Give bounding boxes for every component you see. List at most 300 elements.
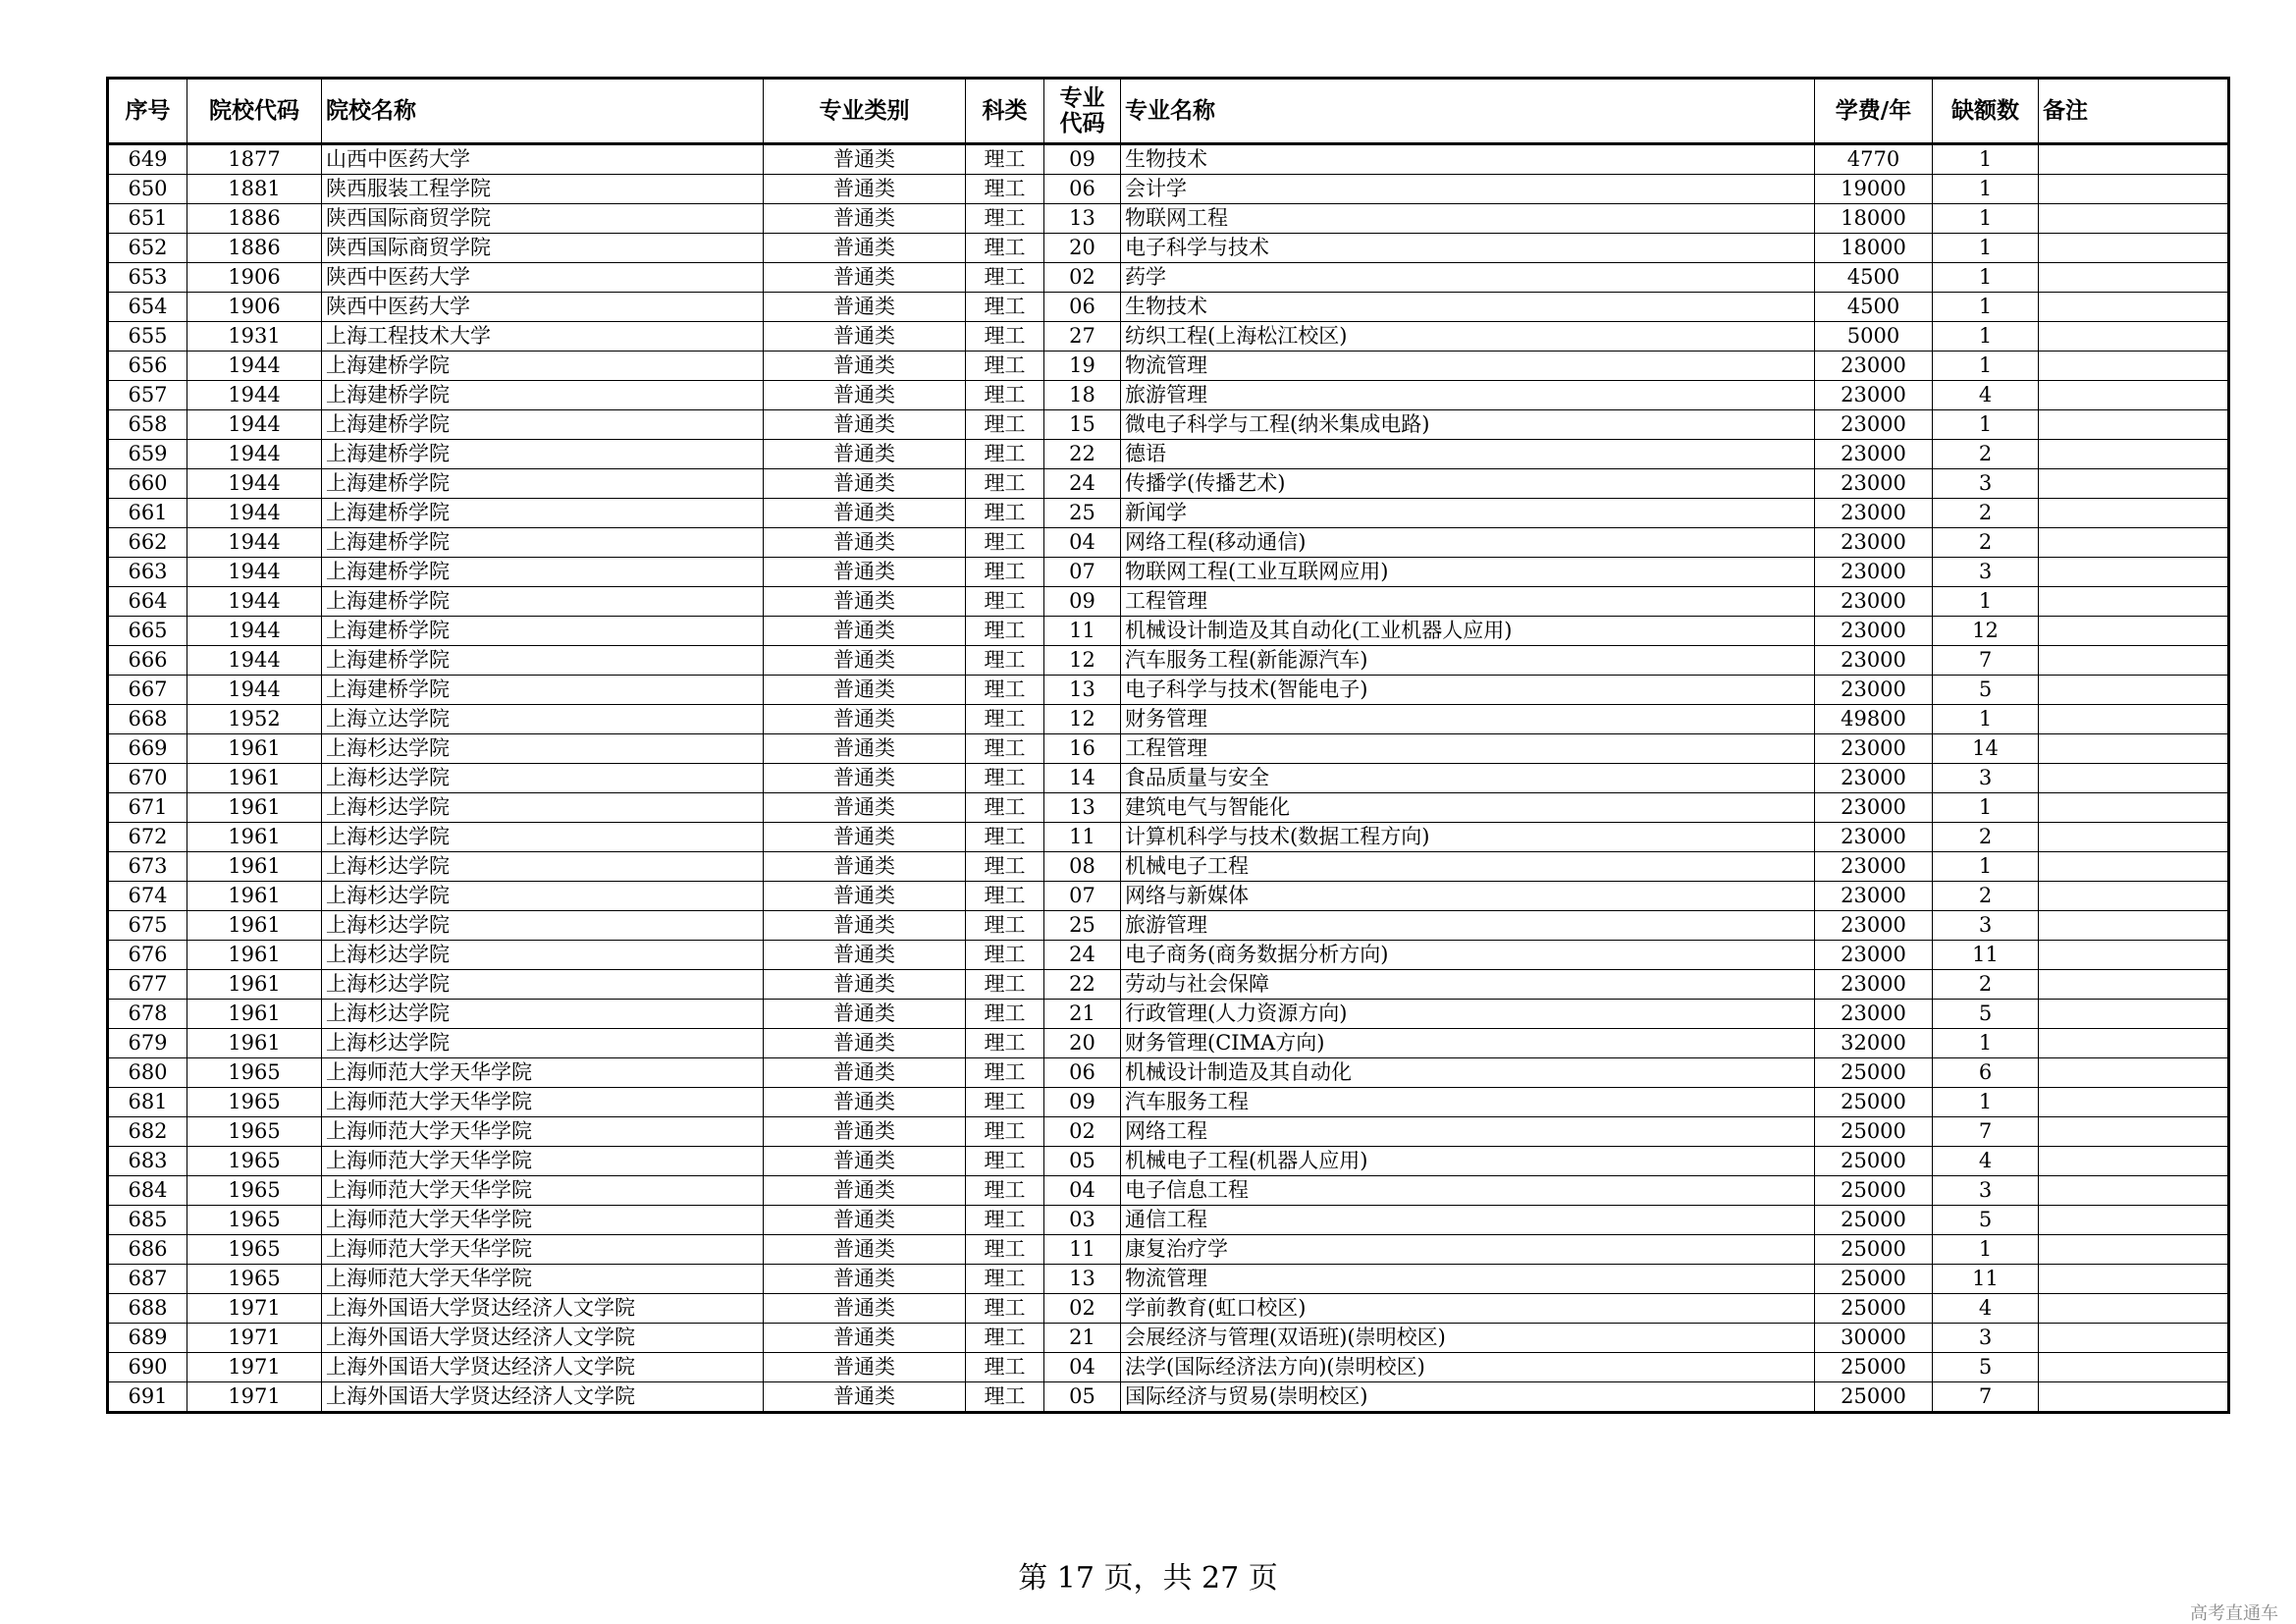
cell-major-type: 普通类 (764, 1029, 966, 1058)
table-row (108, 1265, 2229, 1294)
cell-major-name: 德语 (1121, 440, 1815, 469)
header-vacancies: 缺额数 (1933, 79, 2039, 144)
cell-tuition: 18000 (1815, 234, 1933, 263)
cell-major-type: 普通类 (764, 352, 966, 381)
cell-seq: 682 (108, 1117, 187, 1147)
table-row (108, 499, 2229, 528)
cell-tuition: 25000 (1815, 1353, 1933, 1382)
cell-tuition: 23000 (1815, 410, 1933, 440)
table-row (108, 144, 2229, 175)
cell-school-name: 上海师范大学天华学院 (322, 1235, 764, 1265)
cell-major-code: 25 (1044, 911, 1121, 941)
page-footer: 第 17 页，共 27 页 (1018, 1561, 1278, 1596)
cell-subject: 理工 (966, 646, 1044, 676)
header-row (108, 79, 2229, 144)
cell-subject: 理工 (966, 204, 1044, 234)
cell-subject: 理工 (966, 882, 1044, 911)
cell-seq: 684 (108, 1176, 187, 1206)
table-row (108, 234, 2229, 263)
cell-vacancies: 3 (1933, 558, 2039, 587)
cell-remarks (2039, 617, 2229, 646)
cell-vacancies: 12 (1933, 617, 2039, 646)
cell-school-code: 1906 (187, 293, 322, 322)
cell-vacancies: 3 (1933, 1324, 2039, 1353)
cell-tuition: 23000 (1815, 734, 1933, 764)
cell-subject: 理工 (966, 734, 1044, 764)
cell-major-type: 普通类 (764, 970, 966, 1000)
cell-major-code: 25 (1044, 499, 1121, 528)
cell-school-code: 1944 (187, 499, 322, 528)
cell-major-name: 汽车服务工程(新能源汽车) (1121, 646, 1815, 676)
cell-tuition: 4500 (1815, 293, 1933, 322)
cell-remarks (2039, 882, 2229, 911)
header-seq: 序号 (108, 79, 187, 144)
cell-major-type: 普通类 (764, 941, 966, 970)
cell-school-code: 1961 (187, 911, 322, 941)
cell-tuition: 18000 (1815, 204, 1933, 234)
cell-major-type: 普通类 (764, 144, 966, 175)
cell-school-name: 上海杉达学院 (322, 1000, 764, 1029)
cell-seq: 686 (108, 1235, 187, 1265)
cell-major-type: 普通类 (764, 528, 966, 558)
cell-school-name: 陕西中医药大学 (322, 293, 764, 322)
cell-vacancies: 11 (1933, 1265, 2039, 1294)
cell-remarks (2039, 1265, 2229, 1294)
cell-tuition: 23000 (1815, 499, 1933, 528)
table-row (108, 1029, 2229, 1058)
cell-remarks (2039, 1088, 2229, 1117)
cell-vacancies: 1 (1933, 175, 2039, 204)
cell-subject: 理工 (966, 1206, 1044, 1235)
cell-major-code: 06 (1044, 293, 1121, 322)
cell-tuition: 25000 (1815, 1088, 1933, 1117)
cell-major-type: 普通类 (764, 1117, 966, 1147)
cell-school-name: 上海建桥学院 (322, 617, 764, 646)
table-body (108, 144, 2229, 1413)
cell-seq: 691 (108, 1382, 187, 1413)
cell-vacancies: 4 (1933, 1147, 2039, 1176)
header-tuition: 学费/年 (1815, 79, 1933, 144)
cell-tuition: 25000 (1815, 1147, 1933, 1176)
table-row (108, 734, 2229, 764)
cell-tuition: 30000 (1815, 1324, 1933, 1353)
cell-major-type: 普通类 (764, 1294, 966, 1324)
cell-remarks (2039, 1382, 2229, 1413)
cell-major-name: 电子信息工程 (1121, 1176, 1815, 1206)
cell-school-code: 1971 (187, 1324, 322, 1353)
cell-seq: 677 (108, 970, 187, 1000)
cell-subject: 理工 (966, 911, 1044, 941)
cell-major-type: 普通类 (764, 322, 966, 352)
cell-tuition: 25000 (1815, 1294, 1933, 1324)
cell-subject: 理工 (966, 558, 1044, 587)
cell-remarks (2039, 293, 2229, 322)
table-row (108, 617, 2229, 646)
cell-major-type: 普通类 (764, 587, 966, 617)
cell-vacancies: 1 (1933, 793, 2039, 823)
cell-vacancies: 4 (1933, 381, 2039, 410)
cell-subject: 理工 (966, 852, 1044, 882)
cell-school-code: 1886 (187, 234, 322, 263)
cell-seq: 658 (108, 410, 187, 440)
cell-tuition: 32000 (1815, 1029, 1933, 1058)
cell-vacancies: 3 (1933, 469, 2039, 499)
cell-major-name: 电子科学与技术 (1121, 234, 1815, 263)
cell-school-code: 1971 (187, 1382, 322, 1413)
cell-major-type: 普通类 (764, 823, 966, 852)
cell-school-name: 上海杉达学院 (322, 734, 764, 764)
cell-major-name: 物流管理 (1121, 1265, 1815, 1294)
cell-vacancies: 1 (1933, 1029, 2039, 1058)
cell-school-name: 上海建桥学院 (322, 440, 764, 469)
cell-tuition: 23000 (1815, 1000, 1933, 1029)
cell-major-code: 18 (1044, 381, 1121, 410)
cell-subject: 理工 (966, 234, 1044, 263)
cell-vacancies: 2 (1933, 440, 2039, 469)
cell-major-code: 05 (1044, 1382, 1121, 1413)
cell-remarks (2039, 144, 2229, 175)
cell-school-code: 1944 (187, 646, 322, 676)
cell-major-code: 11 (1044, 617, 1121, 646)
cell-seq: 653 (108, 263, 187, 293)
cell-major-type: 普通类 (764, 1147, 966, 1176)
cell-tuition: 23000 (1815, 911, 1933, 941)
cell-major-code: 22 (1044, 440, 1121, 469)
cell-major-type: 普通类 (764, 734, 966, 764)
cell-remarks (2039, 1324, 2229, 1353)
cell-major-type: 普通类 (764, 469, 966, 499)
cell-subject: 理工 (966, 1176, 1044, 1206)
cell-school-code: 1944 (187, 381, 322, 410)
cell-major-name: 电子商务(商务数据分析方向) (1121, 941, 1815, 970)
cell-subject: 理工 (966, 499, 1044, 528)
cell-major-code: 20 (1044, 1029, 1121, 1058)
cell-remarks (2039, 234, 2229, 263)
cell-remarks (2039, 911, 2229, 941)
cell-major-code: 19 (1044, 352, 1121, 381)
cell-school-code: 1944 (187, 352, 322, 381)
cell-major-name: 汽车服务工程 (1121, 1088, 1815, 1117)
cell-major-type: 普通类 (764, 410, 966, 440)
cell-major-code: 13 (1044, 1265, 1121, 1294)
cell-school-code: 1944 (187, 440, 322, 469)
cell-subject: 理工 (966, 764, 1044, 793)
cell-school-name: 上海外国语大学贤达经济人文学院 (322, 1382, 764, 1413)
cell-school-code: 1961 (187, 734, 322, 764)
cell-school-code: 1886 (187, 204, 322, 234)
cell-seq: 685 (108, 1206, 187, 1235)
table-row (108, 1147, 2229, 1176)
cell-major-type: 普通类 (764, 263, 966, 293)
cell-major-code: 07 (1044, 558, 1121, 587)
cell-vacancies: 5 (1933, 1353, 2039, 1382)
cell-major-name: 财务管理(CIMA方向) (1121, 1029, 1815, 1058)
cell-tuition: 23000 (1815, 941, 1933, 970)
cell-major-name: 工程管理 (1121, 587, 1815, 617)
cell-remarks (2039, 852, 2229, 882)
cell-remarks (2039, 410, 2229, 440)
cell-vacancies: 3 (1933, 911, 2039, 941)
table-row (108, 793, 2229, 823)
cell-major-code: 04 (1044, 1176, 1121, 1206)
cell-remarks (2039, 734, 2229, 764)
cell-major-code: 24 (1044, 469, 1121, 499)
table-row (108, 322, 2229, 352)
cell-school-name: 上海师范大学天华学院 (322, 1176, 764, 1206)
cell-subject: 理工 (966, 705, 1044, 734)
cell-subject: 理工 (966, 1147, 1044, 1176)
cell-major-type: 普通类 (764, 1235, 966, 1265)
cell-vacancies: 3 (1933, 1176, 2039, 1206)
cell-tuition: 4500 (1815, 263, 1933, 293)
table-row (108, 970, 2229, 1000)
cell-major-code: 13 (1044, 793, 1121, 823)
table-row (108, 352, 2229, 381)
cell-vacancies: 2 (1933, 970, 2039, 1000)
table-row (108, 1117, 2229, 1147)
cell-vacancies: 2 (1933, 823, 2039, 852)
cell-major-code: 22 (1044, 970, 1121, 1000)
cell-major-name: 工程管理 (1121, 734, 1815, 764)
cell-major-name: 物联网工程 (1121, 204, 1815, 234)
cell-subject: 理工 (966, 1088, 1044, 1117)
cell-remarks (2039, 970, 2229, 1000)
cell-seq: 673 (108, 852, 187, 882)
cell-tuition: 23000 (1815, 793, 1933, 823)
cell-remarks (2039, 499, 2229, 528)
cell-school-name: 陕西中医药大学 (322, 263, 764, 293)
cell-major-name: 网络工程(移动通信) (1121, 528, 1815, 558)
cell-major-code: 14 (1044, 764, 1121, 793)
cell-tuition: 23000 (1815, 646, 1933, 676)
cell-major-code: 16 (1044, 734, 1121, 764)
cell-school-code: 1944 (187, 558, 322, 587)
cell-school-name: 上海师范大学天华学院 (322, 1088, 764, 1117)
cell-vacancies: 5 (1933, 676, 2039, 705)
cell-major-type: 普通类 (764, 204, 966, 234)
cell-tuition: 23000 (1815, 528, 1933, 558)
cell-seq: 661 (108, 499, 187, 528)
cell-subject: 理工 (966, 1324, 1044, 1353)
cell-vacancies: 1 (1933, 852, 2039, 882)
cell-school-name: 上海杉达学院 (322, 911, 764, 941)
cell-school-code: 1961 (187, 941, 322, 970)
cell-school-name: 上海建桥学院 (322, 381, 764, 410)
cell-major-type: 普通类 (764, 852, 966, 882)
cell-school-name: 上海师范大学天华学院 (322, 1206, 764, 1235)
cell-school-code: 1965 (187, 1206, 322, 1235)
cell-vacancies: 5 (1933, 1206, 2039, 1235)
table-row (108, 676, 2229, 705)
cell-major-type: 普通类 (764, 646, 966, 676)
cell-remarks (2039, 558, 2229, 587)
cell-school-name: 上海杉达学院 (322, 941, 764, 970)
cell-subject: 理工 (966, 1117, 1044, 1147)
header-remarks: 备注 (2039, 79, 2229, 144)
cell-school-code: 1965 (187, 1235, 322, 1265)
cell-seq: 669 (108, 734, 187, 764)
cell-major-code: 06 (1044, 1058, 1121, 1088)
cell-major-name: 会计学 (1121, 175, 1815, 204)
cell-subject: 理工 (966, 793, 1044, 823)
cell-school-name: 上海建桥学院 (322, 676, 764, 705)
cell-vacancies: 1 (1933, 144, 2039, 175)
table-row (108, 263, 2229, 293)
cell-major-name: 传播学(传播艺术) (1121, 469, 1815, 499)
cell-subject: 理工 (966, 1382, 1044, 1413)
cell-major-code: 21 (1044, 1000, 1121, 1029)
cell-school-name: 上海外国语大学贤达经济人文学院 (322, 1353, 764, 1382)
table-row (108, 1382, 2229, 1413)
cell-school-name: 上海建桥学院 (322, 528, 764, 558)
cell-seq: 690 (108, 1353, 187, 1382)
cell-tuition: 23000 (1815, 764, 1933, 793)
cell-subject: 理工 (966, 293, 1044, 322)
cell-tuition: 25000 (1815, 1265, 1933, 1294)
cell-school-code: 1931 (187, 322, 322, 352)
cell-school-code: 1961 (187, 970, 322, 1000)
cell-subject: 理工 (966, 1000, 1044, 1029)
cell-school-name: 上海杉达学院 (322, 823, 764, 852)
cell-major-code: 12 (1044, 646, 1121, 676)
cell-tuition: 25000 (1815, 1382, 1933, 1413)
cell-major-name: 机械电子工程(机器人应用) (1121, 1147, 1815, 1176)
table-row (108, 1324, 2229, 1353)
cell-school-name: 上海建桥学院 (322, 499, 764, 528)
cell-major-type: 普通类 (764, 1176, 966, 1206)
header-major-name: 专业名称 (1121, 79, 1815, 144)
cell-seq: 665 (108, 617, 187, 646)
cell-tuition: 23000 (1815, 587, 1933, 617)
cell-major-code: 15 (1044, 410, 1121, 440)
cell-major-name: 学前教育(虹口校区) (1121, 1294, 1815, 1324)
cell-school-name: 上海建桥学院 (322, 558, 764, 587)
cell-remarks (2039, 1176, 2229, 1206)
cell-major-type: 普通类 (764, 1353, 966, 1382)
cell-major-type: 普通类 (764, 558, 966, 587)
cell-seq: 672 (108, 823, 187, 852)
cell-seq: 667 (108, 676, 187, 705)
cell-tuition: 23000 (1815, 882, 1933, 911)
table-row (108, 558, 2229, 587)
table-row (108, 440, 2229, 469)
cell-subject: 理工 (966, 1058, 1044, 1088)
cell-vacancies: 2 (1933, 882, 2039, 911)
cell-subject: 理工 (966, 352, 1044, 381)
cell-seq: 668 (108, 705, 187, 734)
cell-remarks (2039, 440, 2229, 469)
cell-school-code: 1971 (187, 1294, 322, 1324)
cell-seq: 649 (108, 144, 187, 175)
cell-seq: 683 (108, 1147, 187, 1176)
header-subject: 科类 (966, 79, 1044, 144)
cell-major-name: 网络工程 (1121, 1117, 1815, 1147)
cell-major-type: 普通类 (764, 234, 966, 263)
cell-school-code: 1961 (187, 1029, 322, 1058)
cell-vacancies: 1 (1933, 410, 2039, 440)
cell-subject: 理工 (966, 263, 1044, 293)
cell-seq: 678 (108, 1000, 187, 1029)
cell-major-code: 11 (1044, 1235, 1121, 1265)
table-row (108, 764, 2229, 793)
cell-remarks (2039, 676, 2229, 705)
cell-major-type: 普通类 (764, 705, 966, 734)
cell-subject: 理工 (966, 381, 1044, 410)
cell-school-code: 1906 (187, 263, 322, 293)
header-major-type: 专业类别 (764, 79, 966, 144)
cell-major-name: 物联网工程(工业互联网应用) (1121, 558, 1815, 587)
cell-school-code: 1961 (187, 852, 322, 882)
cell-seq: 656 (108, 352, 187, 381)
table-row (108, 1088, 2229, 1117)
cell-seq: 680 (108, 1058, 187, 1088)
table-row (108, 646, 2229, 676)
cell-seq: 666 (108, 646, 187, 676)
table-row (108, 1176, 2229, 1206)
cell-major-code: 27 (1044, 322, 1121, 352)
cell-remarks (2039, 793, 2229, 823)
cell-major-type: 普通类 (764, 1324, 966, 1353)
cell-subject: 理工 (966, 587, 1044, 617)
cell-school-name: 上海杉达学院 (322, 852, 764, 882)
cell-major-type: 普通类 (764, 381, 966, 410)
cell-remarks (2039, 352, 2229, 381)
table-row (108, 410, 2229, 440)
cell-school-name: 上海师范大学天华学院 (322, 1117, 764, 1147)
cell-tuition: 5000 (1815, 322, 1933, 352)
cell-vacancies: 1 (1933, 263, 2039, 293)
cell-major-type: 普通类 (764, 882, 966, 911)
cell-school-code: 1944 (187, 676, 322, 705)
cell-major-name: 通信工程 (1121, 1206, 1815, 1235)
cell-school-name: 上海师范大学天华学院 (322, 1058, 764, 1088)
cell-remarks (2039, 1294, 2229, 1324)
cell-major-code: 02 (1044, 1294, 1121, 1324)
cell-vacancies: 11 (1933, 941, 2039, 970)
cell-vacancies: 4 (1933, 1294, 2039, 1324)
cell-tuition: 49800 (1815, 705, 1933, 734)
cell-vacancies: 1 (1933, 705, 2039, 734)
cell-major-code: 11 (1044, 823, 1121, 852)
cell-major-name: 纺织工程(上海松江校区) (1121, 322, 1815, 352)
cell-remarks (2039, 469, 2229, 499)
cell-subject: 理工 (966, 322, 1044, 352)
cell-seq: 688 (108, 1294, 187, 1324)
cell-subject: 理工 (966, 941, 1044, 970)
cell-tuition: 4770 (1815, 144, 1933, 175)
cell-vacancies: 1 (1933, 322, 2039, 352)
table-row (108, 1058, 2229, 1088)
cell-tuition: 23000 (1815, 352, 1933, 381)
table-row (108, 587, 2229, 617)
cell-tuition: 23000 (1815, 676, 1933, 705)
cell-tuition: 23000 (1815, 617, 1933, 646)
cell-major-code: 07 (1044, 882, 1121, 911)
cell-remarks (2039, 1206, 2229, 1235)
cell-major-code: 02 (1044, 1117, 1121, 1147)
cell-seq: 663 (108, 558, 187, 587)
cell-tuition: 23000 (1815, 381, 1933, 410)
cell-subject: 理工 (966, 1294, 1044, 1324)
cell-school-name: 上海建桥学院 (322, 469, 764, 499)
cell-seq: 679 (108, 1029, 187, 1058)
cell-major-name: 机械设计制造及其自动化 (1121, 1058, 1815, 1088)
cell-major-type: 普通类 (764, 1000, 966, 1029)
cell-remarks (2039, 528, 2229, 558)
cell-school-name: 上海师范大学天华学院 (322, 1147, 764, 1176)
cell-major-type: 普通类 (764, 293, 966, 322)
cell-major-name: 会展经济与管理(双语班)(崇明校区) (1121, 1324, 1815, 1353)
